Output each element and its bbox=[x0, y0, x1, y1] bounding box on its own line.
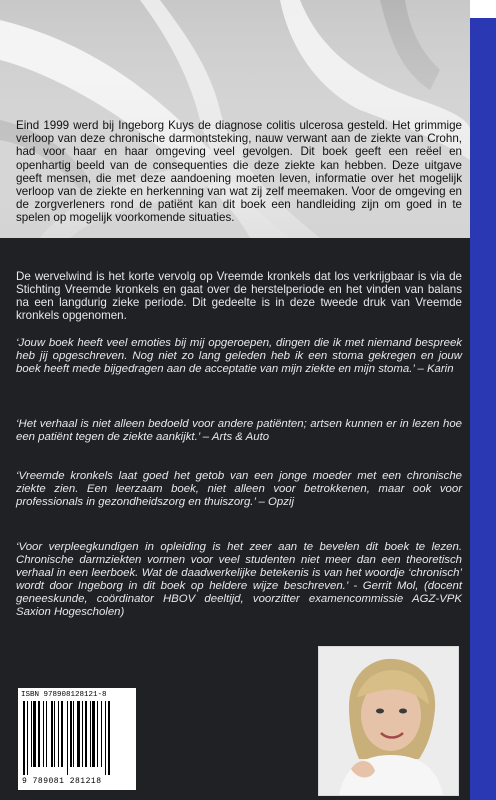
review-quote-arts-auto: ‘Het verhaal is niet alleen bedoeld voor andere patiënten; artsen kunnen er in lezen hoe een patiënt tegen de ziekte aankijkt.’ – Arts & Auto bbox=[16, 418, 462, 444]
book-spine bbox=[468, 18, 496, 800]
tree-branches-photo bbox=[0, 0, 470, 238]
barcode-bar bbox=[23, 701, 25, 775]
barcode-bar bbox=[38, 701, 40, 767]
barcode-bar bbox=[31, 701, 32, 767]
review-quote-gerrit-mol: ‘Voor verpleegkundigen in opleiding is het zeer aan te bevelen dit boek te lezen. Chronische darmziekten vormen voor veel studenten niet meer dan een theoretisch verhaal in een leerboek. Wat de daadwerkelijke betekenis is van het woordje ‘chronisch’ wordt door Ingeborg in dit boek op heldere wijze beschreven.’ - Gerrit Mol, (docent geneeskunde, coördinator HBOV deeltijd, voorzitter examencommissie AGZ-VPK Saxion Hogescholen) bbox=[16, 541, 462, 619]
barcode-bar bbox=[67, 701, 68, 775]
barcode-bar bbox=[73, 701, 74, 767]
barcode-bar bbox=[27, 701, 28, 775]
sequel-paragraph: De wervelwind is het korte vervolg op Vreemde kronkels dat los verkrijgbaar is via de Stichting Vreemde kronkels en gaat over de herstelperiode en het vinden van balans na een langdurig zieke periode. Dit gedeelte is in deze tweede druk van Vreemde kronkels opgenomen. bbox=[16, 270, 462, 323]
barcode-bar bbox=[77, 701, 80, 767]
review-quote-karin: ‘Jouw boek heeft veel emoties bij mij opgeroepen, dingen die ik met niemand bespreek heb jij opgeschreven. Nog niet zo lang geleden heb ik een stoma gekregen en jouw boek heeft mede bijgedragen aan de acceptatie van mijn ziekte en mijn stoma.’ – Karin bbox=[16, 337, 462, 376]
review-quote-opzij: ‘Vreemde kronkels laat goed het getob van een jonge moeder met een chronische ziekte zien. Een leerzaam boek, niet alleen voor betrokkenen, maar ook voor professionals in gezondheidszorg en thuiszorg.’ – Opzij bbox=[16, 470, 462, 509]
barcode-bar bbox=[97, 701, 98, 767]
barcode-bar bbox=[33, 701, 36, 767]
barcode-bar bbox=[70, 701, 72, 767]
barcode-bar bbox=[46, 701, 47, 767]
barcode-bar bbox=[51, 701, 53, 767]
isbn-barcode bbox=[18, 688, 136, 790]
barcode-bar bbox=[61, 701, 63, 767]
isbn-label: ISBN 978908128121-8 bbox=[21, 691, 107, 699]
barcode-bar bbox=[108, 701, 110, 775]
barcode-bar bbox=[82, 701, 83, 767]
barcode-number: 9 789081 281218 bbox=[22, 777, 102, 786]
barcode-bar bbox=[85, 701, 87, 767]
author-photo-illustration bbox=[319, 647, 458, 795]
barcode-bar bbox=[54, 701, 55, 767]
barcode-bar bbox=[58, 701, 59, 767]
barcode-bar bbox=[101, 701, 102, 767]
barcode-bar bbox=[92, 701, 95, 767]
barcode-bars bbox=[23, 701, 131, 775]
barcode-bar bbox=[105, 701, 106, 775]
synopsis-paragraph: Eind 1999 werd bij Ingeborg Kuys de diagnose colitis ulcerosa gesteld. Het grimmige verloop van deze chronische darmontsteking, nauw verwant aan de ziekte van Crohn, had voor haar en haar omgeving veel gevolgen. Dit boek geeft een reëel en openhartig beeld van de consequenties die deze ziekte kan hebben. Deze uitgave geeft mensen, die met deze aandoening moeten leven, informatie over het mogelijk verloop van de ziekte en herkenning van wat zij zelf meemaken. Voor de omgeving en de zorgverleners rond de patiënt kan dit boek een handleiding zijn om goed in te spelen op mogelijk voorkomende situaties. bbox=[16, 119, 462, 225]
barcode-bar bbox=[90, 701, 91, 767]
barcode-bar bbox=[43, 701, 44, 767]
author-portrait bbox=[318, 646, 459, 796]
